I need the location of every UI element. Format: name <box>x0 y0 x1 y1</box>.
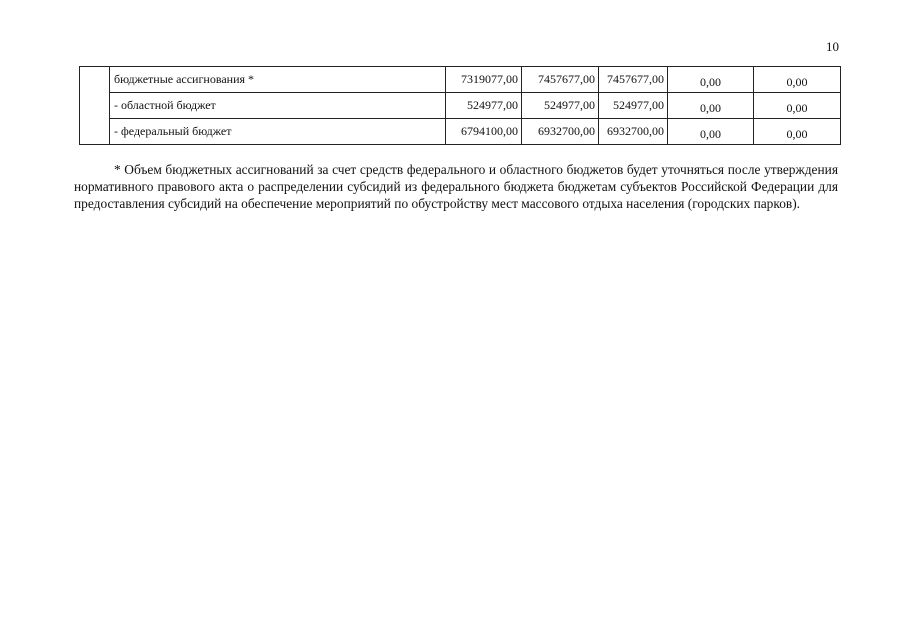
table-cell: 524977,00 <box>599 93 668 119</box>
budget-table <box>79 66 841 145</box>
page-number: 10 <box>826 39 839 54</box>
table-cell: 6794100,00 <box>446 119 522 145</box>
table-row <box>80 119 841 145</box>
table-cell: 7457677,00 <box>599 67 668 93</box>
row-label: - областной бюджет <box>110 93 446 119</box>
table-cell: 7457677,00 <box>522 67 599 93</box>
table-cell: 0,00 <box>668 67 754 93</box>
table-cell: 6932700,00 <box>522 119 599 145</box>
table-cell: 524977,00 <box>446 93 522 119</box>
table-cell: 0,00 <box>668 119 754 145</box>
table-row <box>80 67 841 93</box>
table-cell: 7319077,00 <box>446 67 522 93</box>
row-label: бюджетные ассигнования * <box>110 67 446 93</box>
table-cell: 6932700,00 <box>599 119 668 145</box>
table-cell: 0,00 <box>668 93 754 119</box>
table-row <box>80 93 841 119</box>
row-label: - федеральный бюджет <box>110 119 446 145</box>
table-cell: 0,00 <box>754 93 841 119</box>
table-cell: 524977,00 <box>522 93 599 119</box>
footnote-text: * Объем бюджетных ассигнований за счет средств федерального и областного бюджетов будет уточняться после утверждения нормативного правового акта о распределении субсидий из федерального бюджета бюджетам субъектов Российской Федерации для предоставления субсидий на обеспечение мероприятий по обустройству мест массового отдыха населения (городских парков). <box>74 162 838 211</box>
table-cell: 0,00 <box>754 119 841 145</box>
table-cell: 0,00 <box>754 67 841 93</box>
table-empty-cell <box>80 67 110 145</box>
footnote <box>74 161 838 212</box>
